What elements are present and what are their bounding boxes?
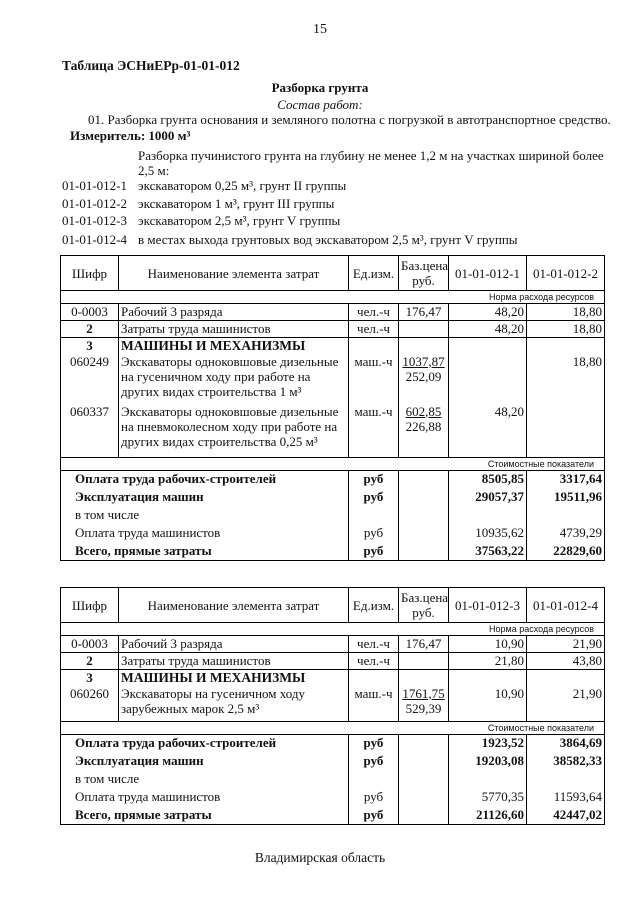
header-unit: Ед.изм. <box>349 256 399 291</box>
summary-name: Оплата труда машинистов <box>61 789 349 807</box>
summary-name: Эксплуатация машин <box>61 489 349 507</box>
variant-text: экскаватором 1 м³, грунт III группы <box>138 196 335 211</box>
cell-unit: маш.-ч <box>349 354 399 404</box>
summary-row <box>61 789 605 807</box>
variant-line <box>62 196 334 212</box>
table-row <box>61 670 605 686</box>
summary-value: 1923,52 <box>449 735 527 753</box>
header-price: Баз.цена руб. <box>399 588 449 623</box>
cell-value: 18,80 <box>527 354 605 404</box>
summary-unit: руб <box>349 471 399 489</box>
table-title: Таблица ЭСНиЕРр-01-01-012 <box>62 58 240 73</box>
header-col5: 01-01-012-3 <box>449 588 527 623</box>
header-price: Баз.цена руб. <box>399 256 449 291</box>
cell-code: 2 <box>61 653 119 670</box>
norm-label: Норма расхода ресурсов <box>61 291 605 304</box>
summary-name: Эксплуатация машин <box>61 753 349 771</box>
summary-value: 3864,69 <box>527 735 605 753</box>
resource-table-1 <box>60 255 605 561</box>
cell-unit: чел.-ч <box>349 321 399 338</box>
cell-code: 0-0003 <box>61 636 119 653</box>
cell-name: Рабочий 3 разряда <box>119 636 349 653</box>
table-row <box>61 354 605 404</box>
summary-name: Оплата труда рабочих-строителей <box>61 735 349 753</box>
summary-unit: руб <box>349 807 399 825</box>
variant-line <box>62 232 518 248</box>
summary-row <box>61 525 605 543</box>
header-shifr: Шифр <box>61 256 119 291</box>
cell-unit: маш.-ч <box>349 404 399 458</box>
table-row <box>61 404 605 458</box>
summary-value: 19203,08 <box>449 753 527 771</box>
summary-row <box>61 471 605 489</box>
summary-row <box>61 735 605 753</box>
price-secondary: 529,39 <box>405 700 442 716</box>
summary-value: 3317,64 <box>527 471 605 489</box>
summary-row <box>61 489 605 507</box>
summary-name: в том числе <box>61 507 349 525</box>
cell-price <box>399 404 449 458</box>
variant-text: экскаватором 2,5 м³, грунт V группы <box>138 213 341 228</box>
cell-value: 48,20 <box>449 304 527 321</box>
page-number: 15 <box>313 22 327 37</box>
measure-unit: Измеритель: 1000 м³ <box>70 128 191 143</box>
summary-value: 22829,60 <box>527 543 605 561</box>
cell-code: 3 <box>61 670 119 686</box>
header-col6: 01-01-012-2 <box>527 256 605 291</box>
header-unit: Ед.изм. <box>349 588 399 623</box>
cell-name: Экскаваторы на гусеничном ходу зарубежных марок 2,5 м³ <box>119 686 349 722</box>
summary-value: 4739,29 <box>527 525 605 543</box>
norm-label: Норма расхода ресурсов <box>61 623 605 636</box>
summary-name: Оплата труда рабочих-строителей <box>61 471 349 489</box>
header-col6: 01-01-012-4 <box>527 588 605 623</box>
price-base: 602,85 <box>405 403 442 419</box>
cell-value: 21,80 <box>449 653 527 670</box>
cell-name: Экскаваторы одноковшовые дизельные на пневмоколесном ходу при работе на других видах строительства 0,25 м³ <box>119 404 349 458</box>
summary-row <box>61 753 605 771</box>
summary-value: 5770,35 <box>449 789 527 807</box>
summary-value: 10935,62 <box>449 525 527 543</box>
variant-code: 01-01-012-2 <box>62 196 127 211</box>
header-col5: 01-01-012-1 <box>449 256 527 291</box>
summary-name: Всего, прямые затраты <box>61 543 349 561</box>
header-name: Наименование элемента затрат <box>119 588 349 623</box>
cell-value: 18,80 <box>527 304 605 321</box>
cell-value: 10,90 <box>449 686 527 722</box>
cell-code: 060337 <box>61 404 119 458</box>
header-shifr: Шифр <box>61 588 119 623</box>
summary-unit: руб <box>349 789 399 807</box>
cell-name: МАШИНЫ И МЕХАНИЗМЫ <box>119 670 349 686</box>
cell-price <box>399 354 449 404</box>
table-row <box>61 304 605 321</box>
summary-value: 11593,64 <box>527 789 605 807</box>
cell-value: 21,90 <box>527 686 605 722</box>
summary-value: 8505,85 <box>449 471 527 489</box>
summary-unit: руб <box>349 735 399 753</box>
table-row <box>61 338 605 354</box>
cell-value <box>449 354 527 404</box>
footer-region: Владимирская область <box>254 850 386 865</box>
cell-name: Экскаваторы одноковшовые дизельные на гусеничном ходу при работе на других видах строительства 1 м³ <box>119 354 349 404</box>
cell-code: 2 <box>61 321 119 338</box>
summary-value: 42447,02 <box>527 807 605 825</box>
summary-row <box>61 507 605 525</box>
summary-row <box>61 543 605 561</box>
section-title: Разборка грунта <box>271 80 369 95</box>
summary-value: 37563,22 <box>449 543 527 561</box>
price-secondary: 226,88 <box>405 418 442 434</box>
cost-label: Стоимостные показатели <box>61 458 605 471</box>
cell-value: 10,90 <box>449 636 527 653</box>
summary-row <box>61 771 605 789</box>
cell-price <box>399 321 449 338</box>
table-row <box>61 321 605 338</box>
price-base: 1761,75 <box>402 685 445 701</box>
summary-unit: руб <box>349 753 399 771</box>
cell-code: 060249 <box>61 354 119 404</box>
summary-name: Оплата труда машинистов <box>61 525 349 543</box>
cell-value: 18,80 <box>527 321 605 338</box>
header-name: Наименование элемента затрат <box>119 256 349 291</box>
variant-line <box>62 213 340 229</box>
summary-unit: руб <box>349 543 399 561</box>
summary-unit: руб <box>349 489 399 507</box>
cell-code: 060260 <box>61 686 119 722</box>
cost-label: Стоимостные показатели <box>61 722 605 735</box>
cell-name: Затраты труда машинистов <box>119 321 349 338</box>
cell-name: Рабочий 3 разряда <box>119 304 349 321</box>
cell-price <box>399 686 449 722</box>
variant-line <box>62 178 346 194</box>
cell-price <box>399 653 449 670</box>
table-row <box>61 636 605 653</box>
summary-unit: руб <box>349 525 399 543</box>
cell-unit: чел.-ч <box>349 636 399 653</box>
variant-text: экскаватором 0,25 м³, грунт II группы <box>138 178 347 193</box>
variant-code: 01-01-012-3 <box>62 213 127 228</box>
cell-unit: чел.-ч <box>349 653 399 670</box>
summary-name: в том числе <box>61 771 349 789</box>
summary-value: 21126,60 <box>449 807 527 825</box>
summary-value: 29057,37 <box>449 489 527 507</box>
cell-price: 176,47 <box>399 636 449 653</box>
sostav-label: Состав работ: <box>277 97 363 112</box>
cell-value <box>527 404 605 458</box>
cell-value: 43,80 <box>527 653 605 670</box>
summary-value: 19511,96 <box>527 489 605 507</box>
cell-unit: маш.-ч <box>349 686 399 722</box>
cell-value: 48,20 <box>449 404 527 458</box>
variant-text: в местах выхода грунтовых вод экскаватором 2,5 м³, грунт V группы <box>138 232 518 247</box>
cell-name: Затраты труда машинистов <box>119 653 349 670</box>
cell-name: МАШИНЫ И МЕХАНИЗМЫ <box>119 338 349 354</box>
variant-code: 01-01-012-1 <box>62 178 127 193</box>
cell-price: 176,47 <box>399 304 449 321</box>
summary-name: Всего, прямые затраты <box>61 807 349 825</box>
cell-code: 3 <box>61 338 119 354</box>
cell-value: 21,90 <box>527 636 605 653</box>
summary-row <box>61 807 605 825</box>
work-item: 01. Разборка грунта основания и земляного полотна с погрузкой в автотранспортное средство. <box>88 112 611 127</box>
description: Разборка пучинистого грунта на глубину не менее 1,2 м на участках шириной более 2,5 м: <box>138 148 604 178</box>
variant-code: 01-01-012-4 <box>62 232 127 247</box>
price-base: 1037,87 <box>402 353 445 369</box>
resource-table-2 <box>60 587 605 825</box>
summary-value: 38582,33 <box>527 753 605 771</box>
cell-value: 48,20 <box>449 321 527 338</box>
table-row <box>61 653 605 670</box>
cell-code: 0-0003 <box>61 304 119 321</box>
cell-unit: чел.-ч <box>349 304 399 321</box>
price-secondary: 252,09 <box>405 368 442 384</box>
table-row <box>61 686 605 722</box>
